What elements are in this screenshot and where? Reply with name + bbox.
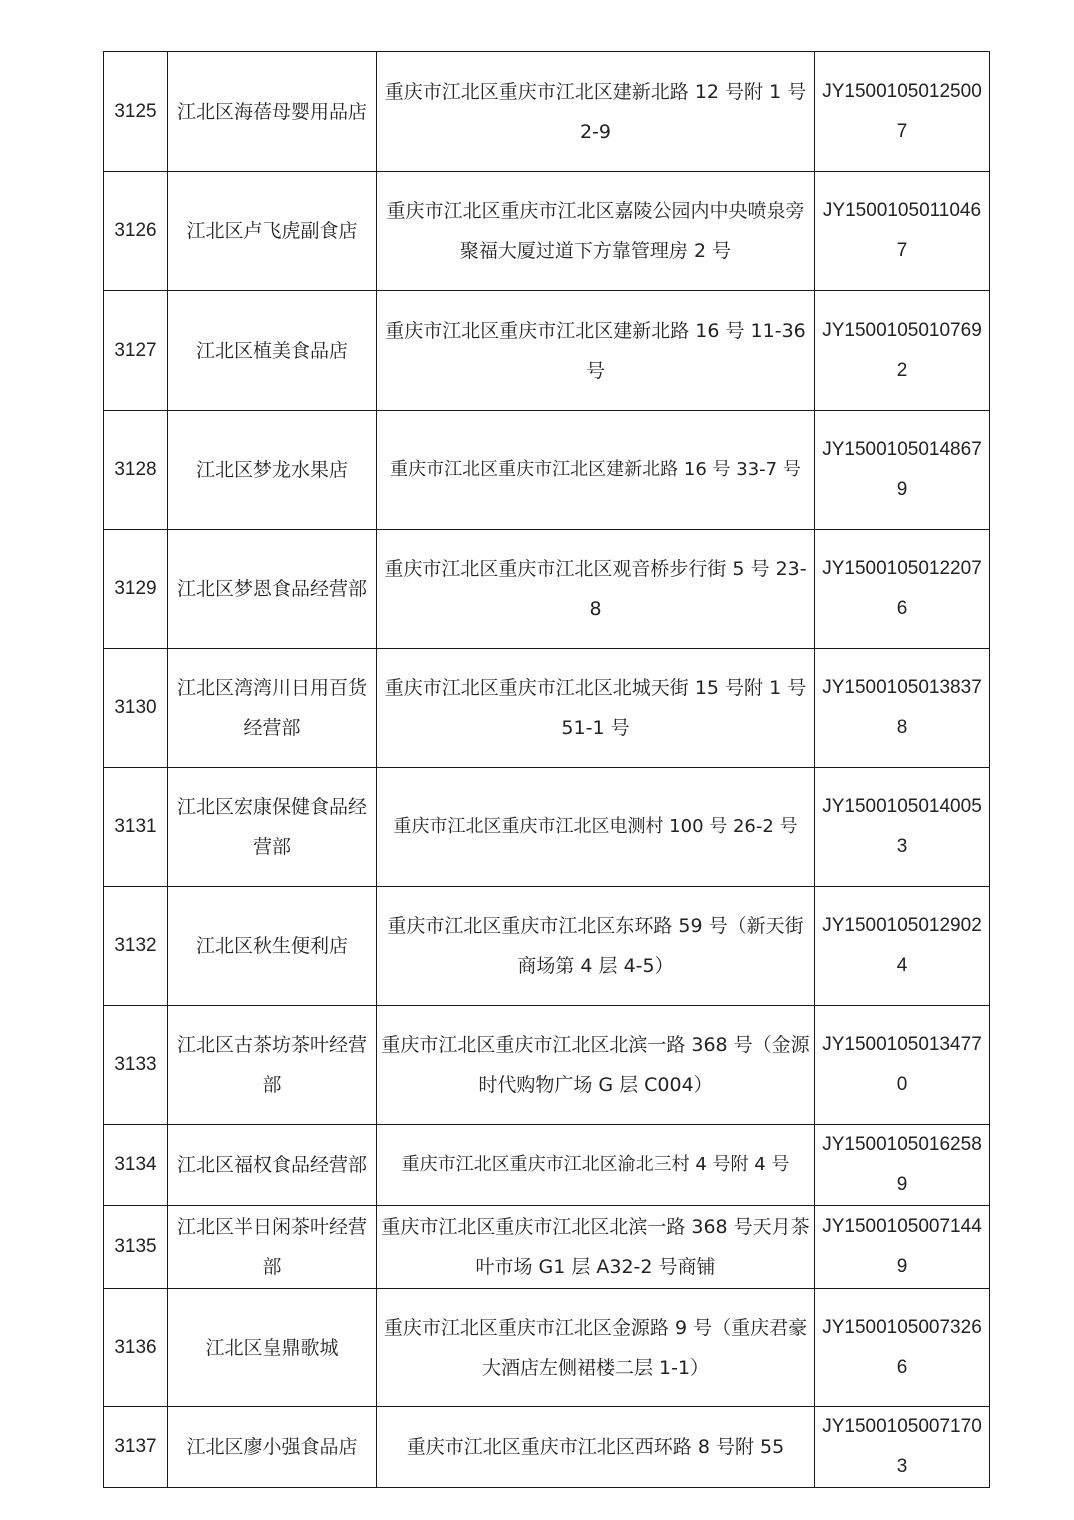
business-name: 江北区皇鼎歌城 xyxy=(168,1289,377,1407)
table-row xyxy=(104,1006,990,1125)
business-address: 重庆市江北区重庆市江北区北滨一路 368 号天月茶叶市场 G1 层 A32-2 号商铺 xyxy=(377,1206,815,1289)
business-name: 江北区梦龙水果店 xyxy=(168,411,377,530)
business-address: 重庆市江北区重庆市江北区电测村 100 号 26-2 号 xyxy=(377,768,815,887)
table-row xyxy=(104,649,990,768)
table-row xyxy=(104,172,990,291)
row-number: 3133 xyxy=(104,1006,168,1125)
license-number: JY15001050162589 xyxy=(815,1125,990,1206)
license-number: JY15001050073266 xyxy=(815,1289,990,1407)
row-number: 3130 xyxy=(104,649,168,768)
business-address: 重庆市江北区重庆市江北区渝北三村 4 号附 4 号 xyxy=(377,1125,815,1206)
table-row xyxy=(104,887,990,1006)
business-address: 重庆市江北区重庆市江北区嘉陵公园内中央喷泉旁聚福大厦过道下方靠管理房 2 号 xyxy=(377,172,815,291)
table-row xyxy=(104,1206,990,1289)
business-address: 重庆市江北区重庆市江北区建新北路 12 号附 1 号 2-9 xyxy=(377,52,815,172)
row-number: 3135 xyxy=(104,1206,168,1289)
business-name: 江北区宏康保健食品经营部 xyxy=(168,768,377,887)
business-name: 江北区湾湾川日用百货经营部 xyxy=(168,649,377,768)
table-row xyxy=(104,291,990,411)
business-name: 江北区秋生便利店 xyxy=(168,887,377,1006)
table-row xyxy=(104,1125,990,1206)
row-number: 3125 xyxy=(104,52,168,172)
license-number: JY15001050148679 xyxy=(815,411,990,530)
license-number: JY15001050071703 xyxy=(815,1407,990,1488)
business-address: 重庆市江北区重庆市江北区建新北路 16 号 33-7 号 xyxy=(377,411,815,530)
license-number: JY15001050110467 xyxy=(815,172,990,291)
license-number: JY15001050107692 xyxy=(815,291,990,411)
row-number: 3127 xyxy=(104,291,168,411)
row-number: 3134 xyxy=(104,1125,168,1206)
business-name: 江北区廖小强食品店 xyxy=(168,1407,377,1488)
license-number: JY15001050134770 xyxy=(815,1006,990,1125)
business-address: 重庆市江北区重庆市江北区北城天街 15 号附 1 号 51-1 号 xyxy=(377,649,815,768)
license-table xyxy=(103,51,990,1488)
license-number: JY15001050129024 xyxy=(815,887,990,1006)
business-address: 重庆市江北区重庆市江北区北滨一路 368 号（金源时代购物广场 G 层 C004） xyxy=(377,1006,815,1125)
table-row xyxy=(104,52,990,172)
business-name: 江北区梦恩食品经营部 xyxy=(168,530,377,649)
business-name: 江北区植美食品店 xyxy=(168,291,377,411)
license-number: JY15001050138378 xyxy=(815,649,990,768)
row-number: 3136 xyxy=(104,1289,168,1407)
business-address: 重庆市江北区重庆市江北区西环路 8 号附 55 xyxy=(377,1407,815,1488)
license-number: JY15001050122076 xyxy=(815,530,990,649)
table-row xyxy=(104,768,990,887)
license-number: JY15001050140053 xyxy=(815,768,990,887)
business-name: 江北区古茶坊茶叶经营部 xyxy=(168,1006,377,1125)
row-number: 3132 xyxy=(104,887,168,1006)
license-number: JY15001050071449 xyxy=(815,1206,990,1289)
table-row xyxy=(104,1289,990,1407)
business-address: 重庆市江北区重庆市江北区金源路 9 号（重庆君豪大酒店左侧裙楼二层 1-1） xyxy=(377,1289,815,1407)
row-number: 3131 xyxy=(104,768,168,887)
business-name: 江北区福权食品经营部 xyxy=(168,1125,377,1206)
business-address: 重庆市江北区重庆市江北区建新北路 16 号 11-36 号 xyxy=(377,291,815,411)
table-row xyxy=(104,1407,990,1488)
table-row xyxy=(104,530,990,649)
row-number: 3137 xyxy=(104,1407,168,1488)
row-number: 3128 xyxy=(104,411,168,530)
business-name: 江北区半日闲茶叶经营部 xyxy=(168,1206,377,1289)
business-name: 江北区海蓓母婴用品店 xyxy=(168,52,377,172)
business-name: 江北区卢飞虎副食店 xyxy=(168,172,377,291)
row-number: 3126 xyxy=(104,172,168,291)
table-row xyxy=(104,411,990,530)
business-address: 重庆市江北区重庆市江北区东环路 59 号（新天街商场第 4 层 4-5） xyxy=(377,887,815,1006)
business-address: 重庆市江北区重庆市江北区观音桥步行街 5 号 23-8 xyxy=(377,530,815,649)
license-number: JY15001050125007 xyxy=(815,52,990,172)
row-number: 3129 xyxy=(104,530,168,649)
